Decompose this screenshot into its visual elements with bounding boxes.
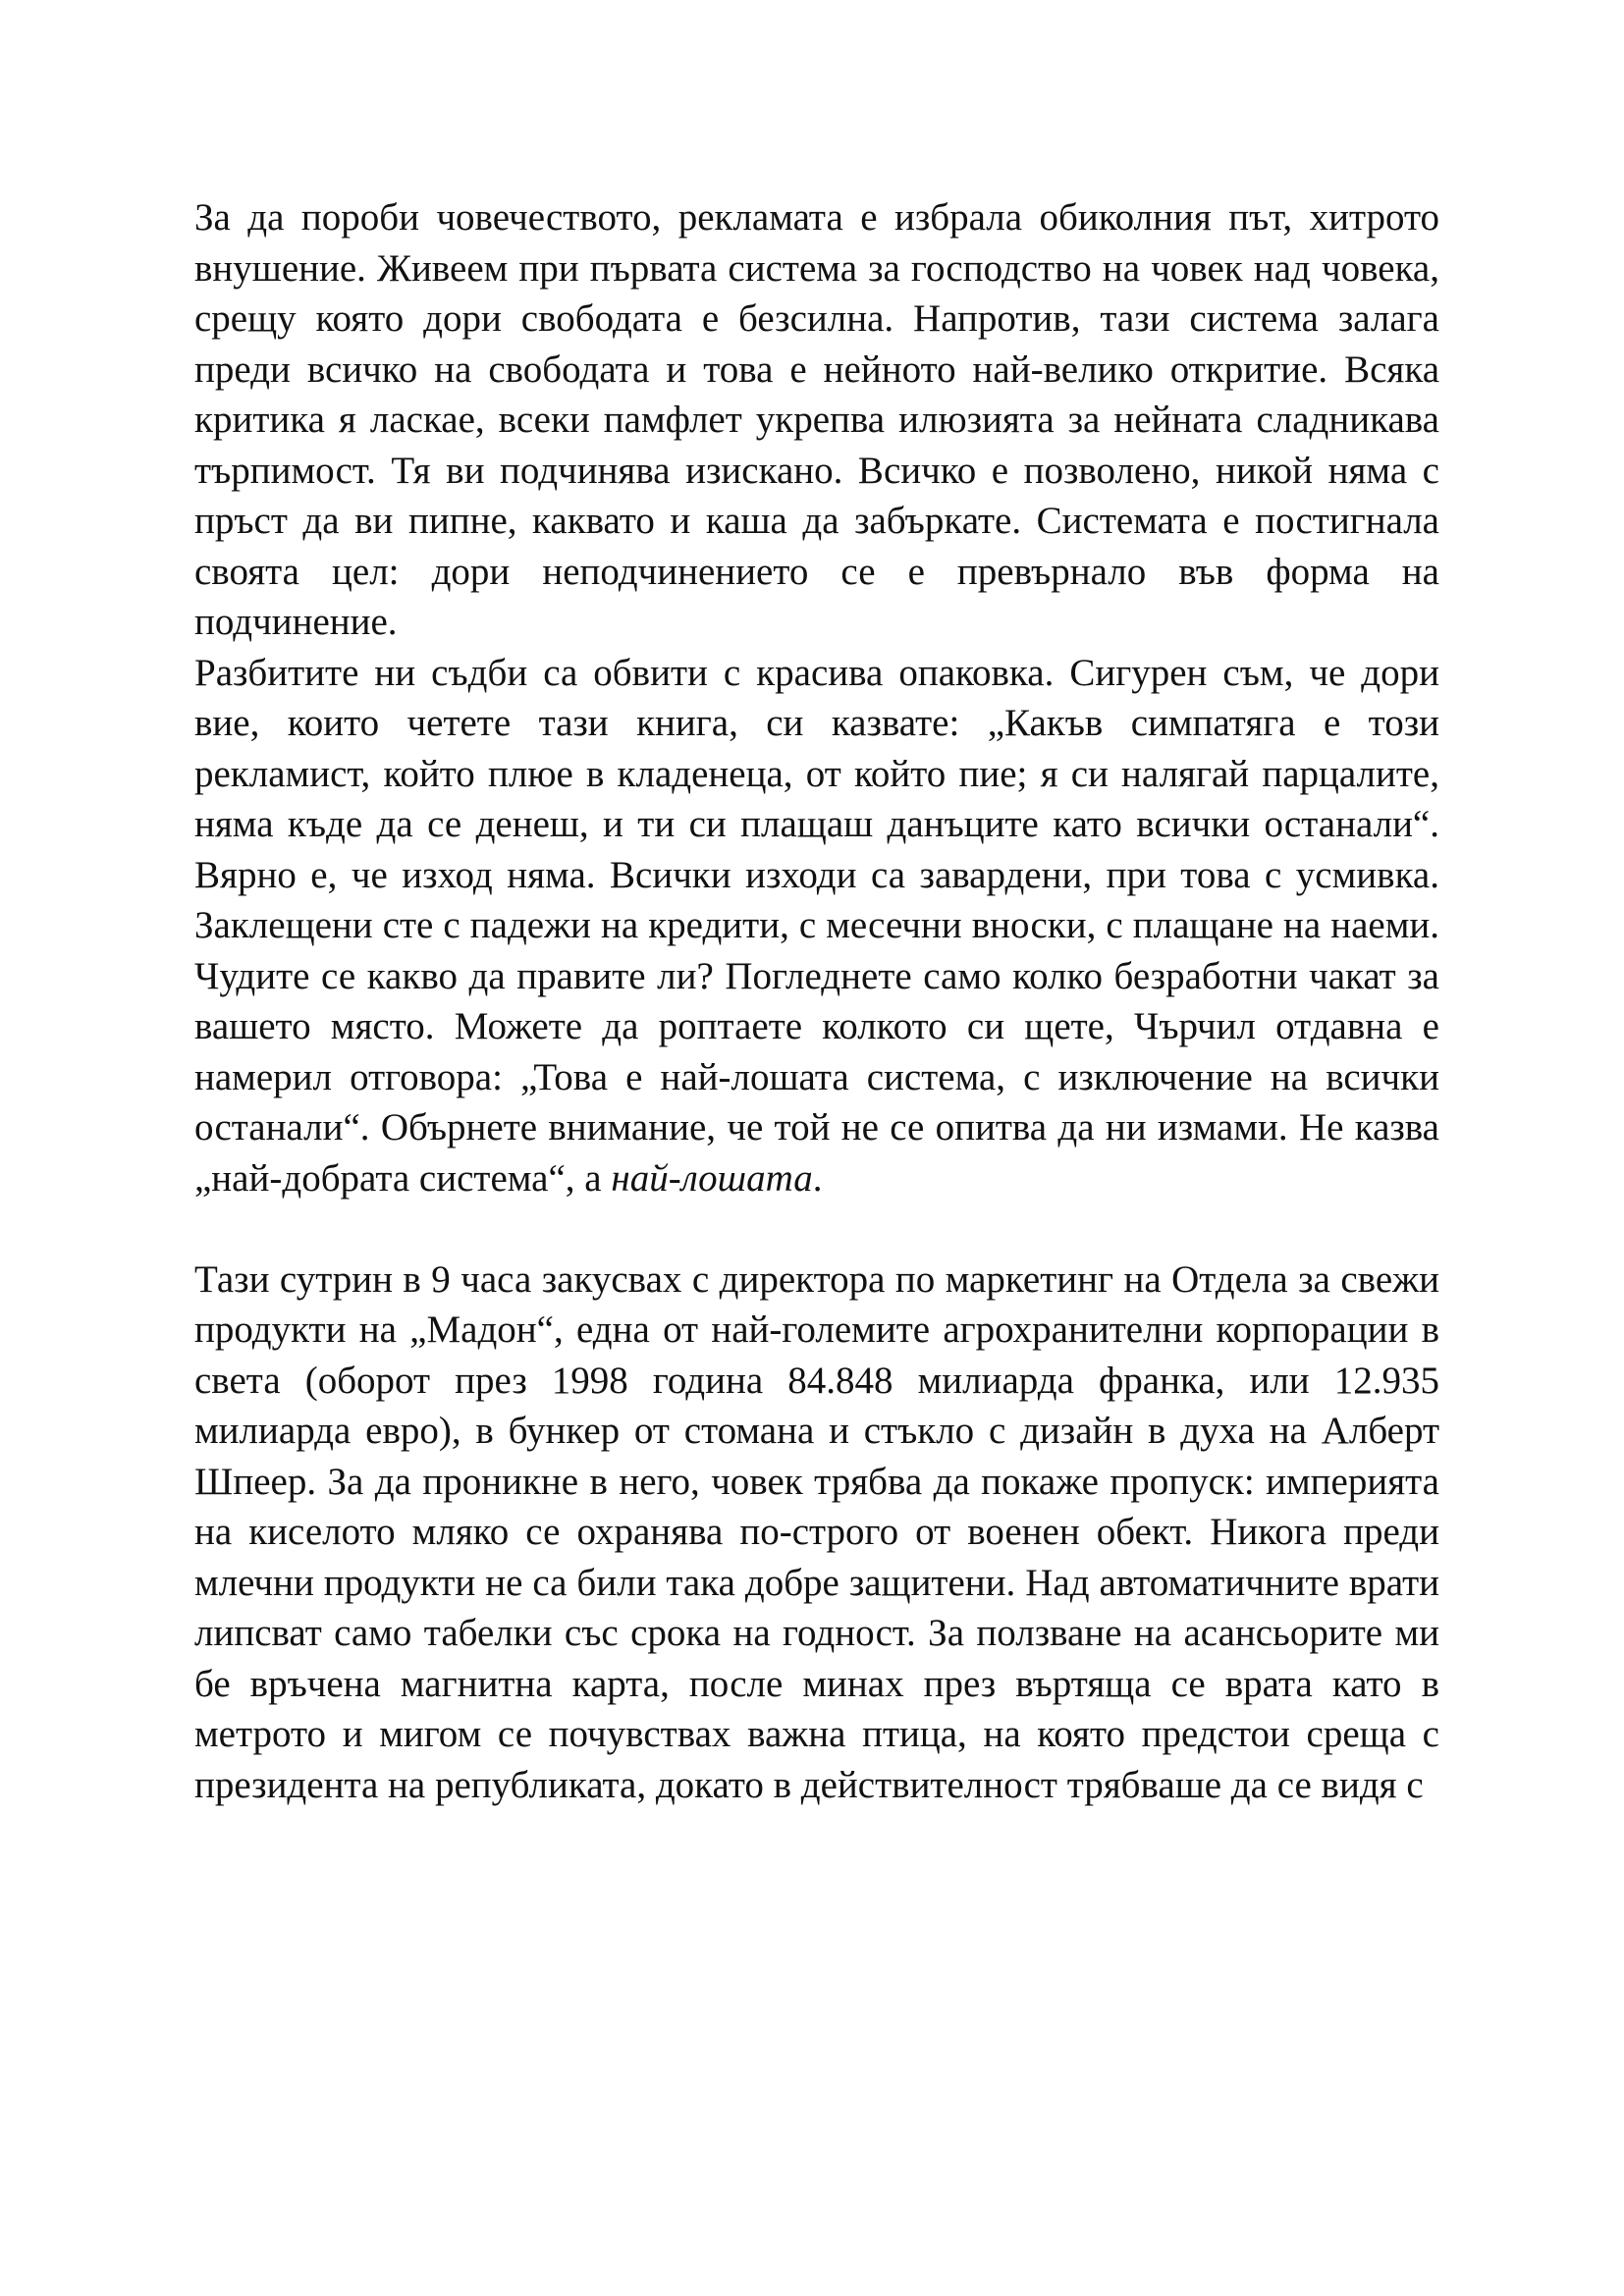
paragraph-2-end-text: . bbox=[812, 1156, 823, 1200]
body-text bbox=[194, 192, 1439, 1810]
paragraph-2-italic-text: най-лошата bbox=[611, 1156, 813, 1200]
paragraph-2-main-text: Разбитите ни съдби са обвити с красива опаковка. Сигурен съм, че дори вие, които четете тази книга, си казвате: „Какъв симпатяга е този рекламист, който плюе в кладенеца, от който пие; я си налягай парцалите, няма къде да се денеш, и ти си плащаш данъците като всички останали“. Вярно е, че изход няма. Всички изходи са завардени, при това с усмивка. Заклещени сте с падежи на кредити, с месечни вноски, с плащане на наеми. Чудите се какво да правите ли? Погледнете само колко безработни чакат за вашето място. Можете да роптаете колкото си щете, Чърчил отдавна е намерил отговора: „Това е най-лошата система, с изключение на всички останали“. Обърнете внимание, че той не се опитва да ни измами. Не казва „най-добрата система“, а bbox=[194, 651, 1439, 1200]
paragraph-1: За да пороби човечеството, рекламата е избрала обиколния път, хитрото внушение. Живеем при първата система за господство на човек над човека, срещу която дори свободата е безсилна. Напротив, тази система залага преди всичко на свободата и това е нейното най-велико откритие. Всяка критика я ласкае, всеки памфлет укрепва илюзията за нейната сладникава търпимост. Тя ви подчинява изискано. Всичко е позволено, никой няма с пръст да ви пипне, каквато и каша да забъркате. Системата е постигнала своята цел: дори неподчинението се е превърнало във форма на подчинение. bbox=[194, 196, 1439, 643]
paragraph-2 bbox=[194, 648, 1439, 1204]
paragraph-3: Тази сутрин в 9 часа закусвах с директора по маркетинг на Отдела за свежи продукти на „Мадон“, една от най-големите агрохранителни корпорации в света (оборот през 1998 година 84.848 милиарда франка, или 12.935 милиарда евро), в бункер от стомана и стъкло с дизайн в духа на Алберт Шпеер. За да проникне в него, човек трябва да покаже пропуск: империята на киселото мляко се охранява по-строго от военен обект. Никога преди млечни продукти не са били така добре защитени. Над автоматичните врати липсват само табелки със срока на годност. За ползване на асансьорите ми бе връчена магнитна карта, после минах през въртяща се врата като в метрото и мигом се почувствах важна птица, на която предстои среща с президента на републиката, докато в действителност трябваше да се видя с bbox=[194, 1257, 1439, 1806]
